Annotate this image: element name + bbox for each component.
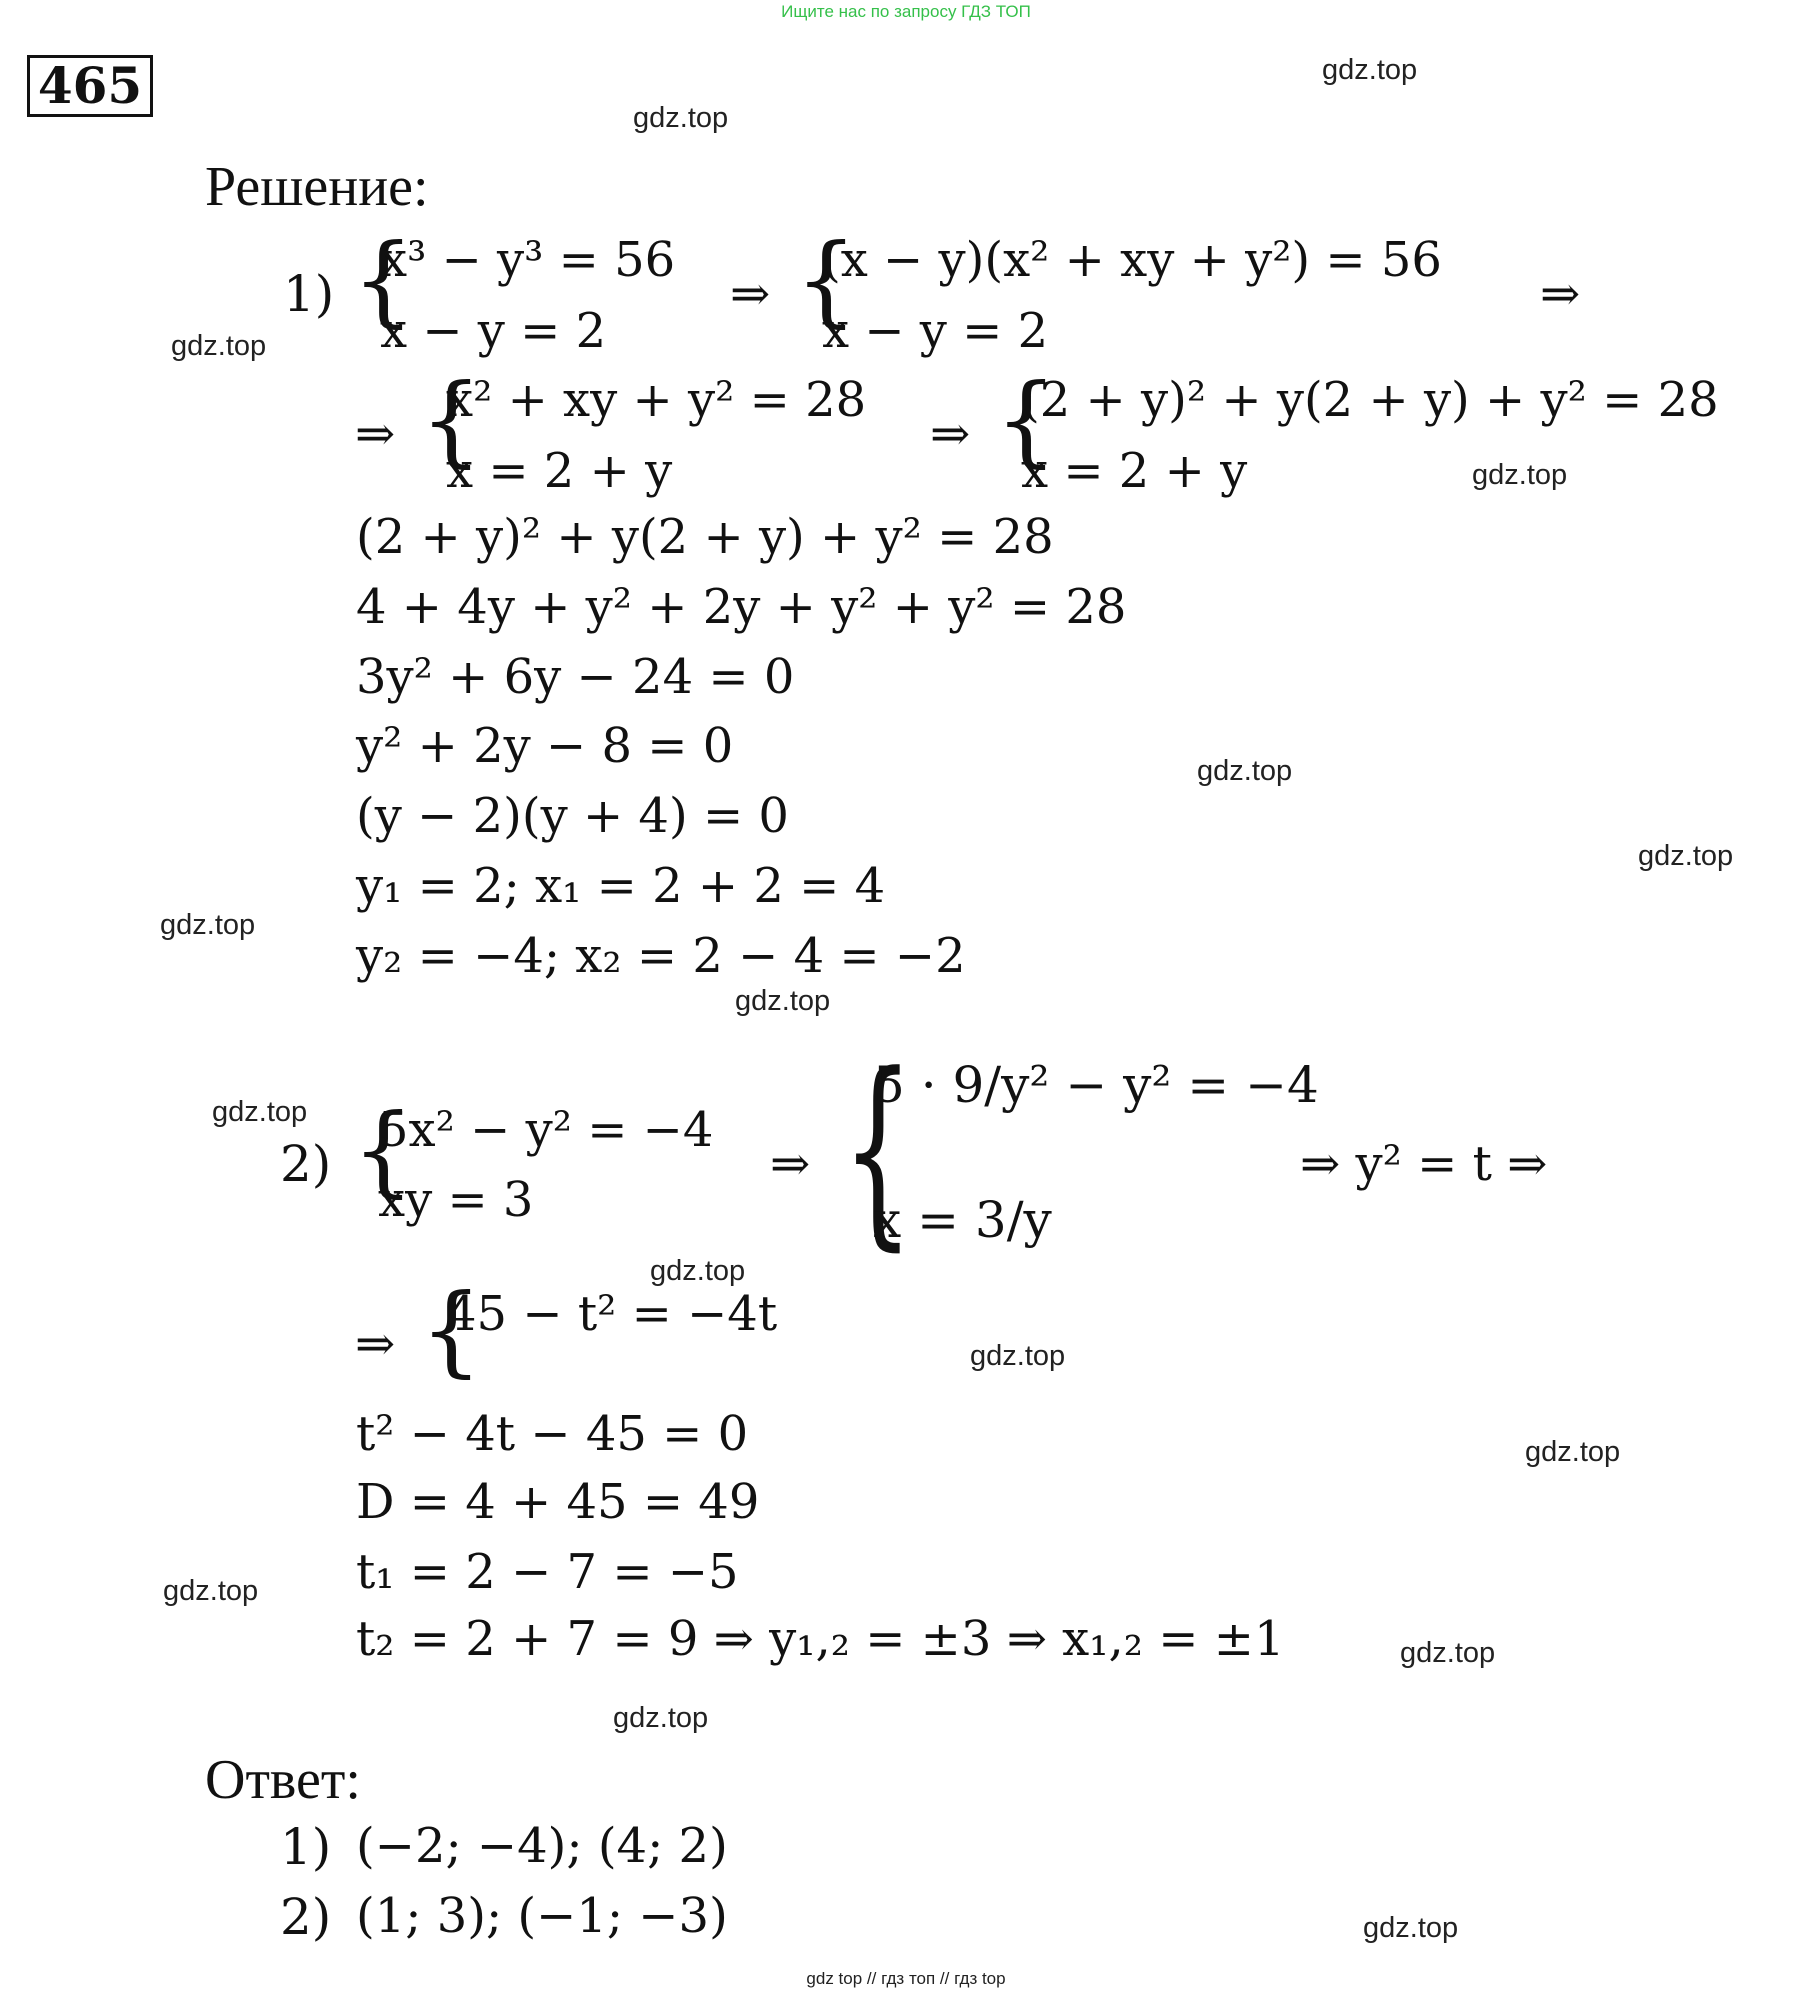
- solution-line: D = 4 + 45 = 49: [356, 1474, 760, 1530]
- implies-arrow: ⇒: [930, 406, 971, 462]
- implies-arrow: ⇒: [770, 1136, 811, 1192]
- watermark: gdz.top: [1525, 1436, 1621, 1468]
- substitution-step: ⇒ y² = t ⇒: [1300, 1136, 1548, 1192]
- system-brace: {: [352, 1094, 415, 1208]
- system-brace: {: [995, 364, 1058, 478]
- watermark: gdz.top: [1363, 1912, 1459, 1944]
- answer-label: 1): [280, 1818, 332, 1876]
- solution-line: y₂ = −4; x₂ = 2 − 4 = −2: [356, 928, 966, 984]
- answer-heading: Ответ:: [205, 1749, 361, 1811]
- watermark: gdz.top: [613, 1702, 709, 1734]
- system-brace: {: [352, 224, 415, 338]
- solution-line: (y − 2)(y + 4) = 0: [356, 788, 789, 844]
- watermark: gdz.top: [735, 985, 831, 1017]
- watermark: gdz.top: [212, 1096, 308, 1128]
- part2-sys2-eq2: x = 3/y: [873, 1191, 1052, 1249]
- part2-sys1-eq2: xy = 3: [378, 1172, 534, 1228]
- part2-label: 2): [280, 1135, 332, 1193]
- watermark: gdz.top: [171, 330, 267, 362]
- part1-sys3-eq1: x² + xy + y² = 28: [446, 372, 867, 428]
- watermark: gdz.top: [1322, 54, 1418, 86]
- part1-sys1-eq2: x − y = 2: [380, 303, 607, 359]
- watermark: gdz.top: [1638, 840, 1734, 872]
- watermark: gdz.top: [970, 1340, 1066, 1372]
- implies-arrow: ⇒: [730, 266, 771, 322]
- part1-sys3-eq2: x = 2 + y: [446, 443, 673, 499]
- part2-sys1-eq1: 5x² − y² = −4: [378, 1102, 714, 1158]
- solution-line: y₁ = 2; x₁ = 2 + 2 = 4: [356, 858, 886, 914]
- system-brace: {: [420, 364, 483, 478]
- system-brace: {: [420, 1274, 483, 1388]
- solution-line: t₂ = 2 + 7 = 9 ⇒ y₁,₂ = ±3 ⇒ x₁,₂ = ±1: [356, 1611, 1285, 1667]
- answer-line: (−2; −4); (4; 2): [356, 1818, 728, 1874]
- system-brace: {: [842, 1031, 914, 1269]
- solution-line: t² − 4t − 45 = 0: [356, 1406, 749, 1462]
- watermark: gdz.top: [633, 102, 729, 134]
- part1-label: 1): [283, 265, 335, 323]
- part1-sys4-eq2: x = 2 + y: [1021, 443, 1248, 499]
- answer-label: 2): [280, 1888, 332, 1946]
- implies-arrow: ⇒: [355, 1316, 396, 1372]
- implies-arrow: ⇒: [355, 406, 396, 462]
- footer: gdz top // гдз топ // гдз top: [806, 1969, 1006, 1988]
- part2-sys3-eq1: 45 − t² = −4t: [446, 1286, 778, 1342]
- problem-number: 465: [27, 55, 153, 117]
- part1-sys1-eq1: x³ − y³ = 56: [380, 232, 676, 288]
- solution-line: (2 + y)² + y(2 + y) + y² = 28: [356, 509, 1054, 565]
- part2-sys2-eq1: 5 · 9/y² − y² = −4: [873, 1056, 1319, 1114]
- solution-line: t₁ = 2 − 7 = −5: [356, 1544, 739, 1600]
- watermark: gdz.top: [160, 909, 256, 941]
- solution-line: 3y² + 6y − 24 = 0: [356, 649, 795, 705]
- implies-arrow: ⇒: [1540, 266, 1581, 322]
- solution-line: y² + 2y − 8 = 0: [356, 718, 734, 774]
- solution-line: 4 + 4y + y² + 2y + y² + y² = 28: [356, 579, 1127, 635]
- answer-line: (1; 3); (−1; −3): [356, 1888, 728, 1944]
- top-banner: Ищите нас по запросу ГДЗ ТОП: [781, 2, 1031, 21]
- system-brace: {: [795, 224, 858, 338]
- watermark: gdz.top: [1400, 1637, 1496, 1669]
- solution-heading: Решение:: [205, 156, 429, 218]
- watermark: gdz.top: [650, 1255, 746, 1287]
- part1-sys4-eq1: (2 + y)² + y(2 + y) + y² = 28: [1021, 372, 1719, 428]
- watermark: gdz.top: [1472, 459, 1568, 491]
- watermark: gdz.top: [1197, 755, 1293, 787]
- watermark: gdz.top: [163, 1575, 259, 1607]
- part1-sys2-eq1: (x − y)(x² + xy + y²) = 56: [822, 232, 1442, 288]
- part1-sys2-eq2: x − y = 2: [822, 303, 1049, 359]
